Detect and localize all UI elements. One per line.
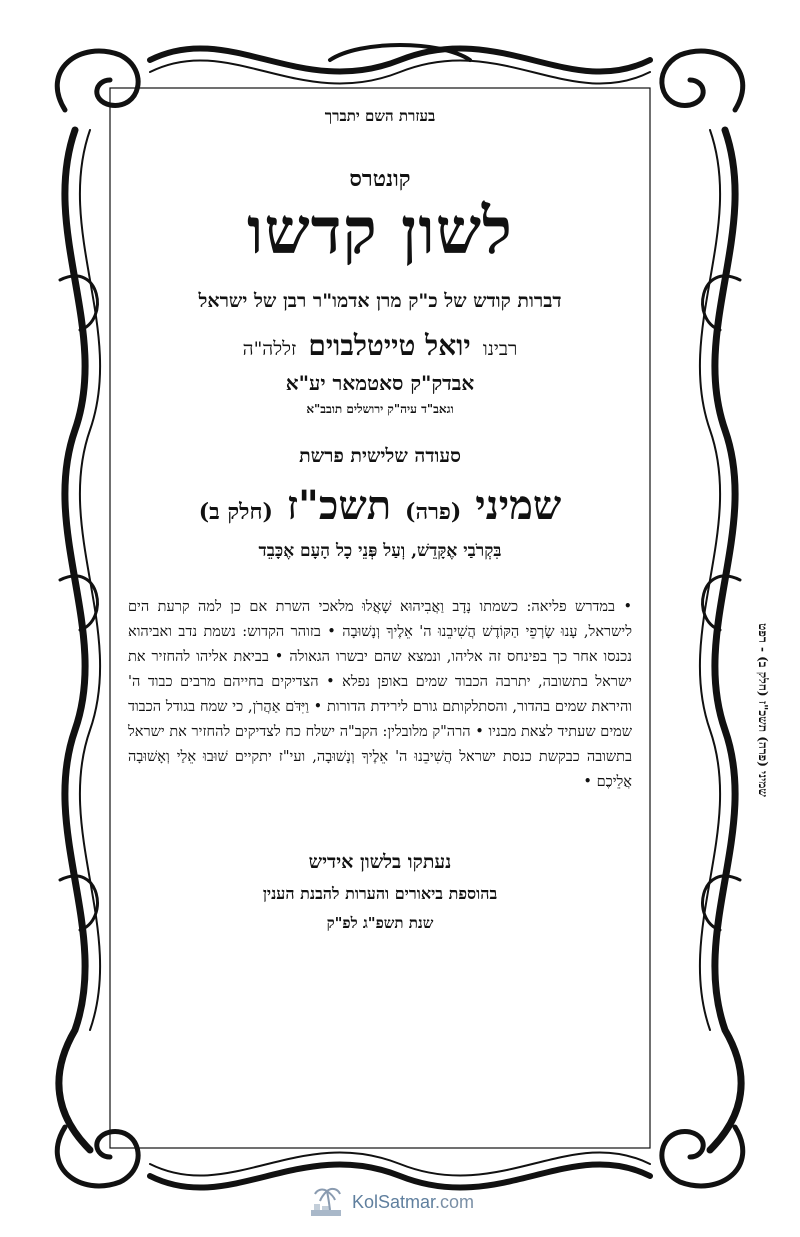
parsha-year: תשכ"ז bbox=[286, 482, 392, 529]
side-caption: שמיני (פרה) תשכ"ז (חלק ב) - רפט bbox=[756, 623, 770, 797]
parsha-line bbox=[120, 482, 640, 529]
palm-tree-icon bbox=[308, 1186, 344, 1218]
kuntres-label: קונטרס bbox=[349, 166, 411, 192]
top-blessing: בעזרת השם יתברך bbox=[324, 107, 436, 125]
summary-text: • במדרש פליאה: כשמתו נָדָב וַאֲבִיהוּא שָׁאֲלוּ מלאכי השרת אם כן למה קרעת הים לישראל, עָנוּ שָׂרְפֵי הַקּוֹדֶשׁ הֲשִׁיבֵנוּ ה' אֵלֶיךָ וְנָשׁוּבָה • בזוהר הקדוש: נשמת נדב ואביהוא נכנסו אחר כך בפינחס זה אליהו, ונמצא שהם יבשרו הגאולה • בביאת אליהו להחזיר את ישראל בתשובה, יתרבה הכבוד שמים באופן נפלא • הצדיקים בחייהם מרבים כבוד ה' והיראת שמים בהדור, והסתלקותם גורם לירידת הדורות • וַיִּדֹּם אַהֲרֹן, כי שמח בגודל הכבוד שמים שעתיד לצאת מבניו • הרה"ק מלובלין: הקב"ה ישלח כח לצדיקים להחזיר את ישראל בתשובה כבקשת כנסת ישראל הֲשִׁיבֵנוּ ה' אֵלֶיךָ וְנָשׁוּבָה, ועי"ז יתקיים שׁוּבוּ אֵלַי וְאָשׁוּבָה אֲלֵיכֶם • bbox=[128, 599, 632, 790]
addition-note: בהוספת ביאורים והערות להבנת הענין bbox=[262, 883, 498, 903]
logo-name: KolSatmar bbox=[352, 1192, 436, 1212]
parsha-name: שמיני bbox=[475, 482, 562, 529]
parsha-parah: (פרה) bbox=[405, 499, 462, 525]
verse: בִּקְרֹבַי אֶקָּדֵשׁ, וְעַל פְּנֵי כָל הָעָם אֶכָּבֵד bbox=[258, 541, 502, 561]
translated-note: נעתקו בלשון אידיש bbox=[308, 850, 452, 873]
title-page bbox=[120, 95, 640, 1135]
author-intro: דברות קודש של כ"ק מרן אדמו"ר רבן של ישראל bbox=[198, 290, 562, 312]
occasion-label: סעודה שלישית פרשת bbox=[299, 445, 461, 467]
author-subtitle: וגאב"ד עיה"ק ירושלים תובב"א bbox=[306, 402, 454, 416]
parsha-part: (חלק ב) bbox=[198, 499, 273, 525]
author-prefix: רבינו bbox=[482, 338, 518, 360]
author-name-line bbox=[120, 329, 640, 363]
logo-suffix: .com bbox=[435, 1192, 475, 1212]
kolsatmar-logo[interactable] bbox=[308, 1186, 508, 1218]
logo-text bbox=[352, 1192, 474, 1213]
author-title: אבדק"ק סאטמאר יע"א bbox=[285, 371, 475, 395]
author-suffix: זללה"ה bbox=[242, 338, 297, 360]
year-line: שנת תשפ"ג לפ"ק bbox=[326, 913, 434, 932]
page-title: לשון קדשו bbox=[247, 194, 513, 269]
author-name: יואל טייטלבוים bbox=[308, 329, 471, 362]
